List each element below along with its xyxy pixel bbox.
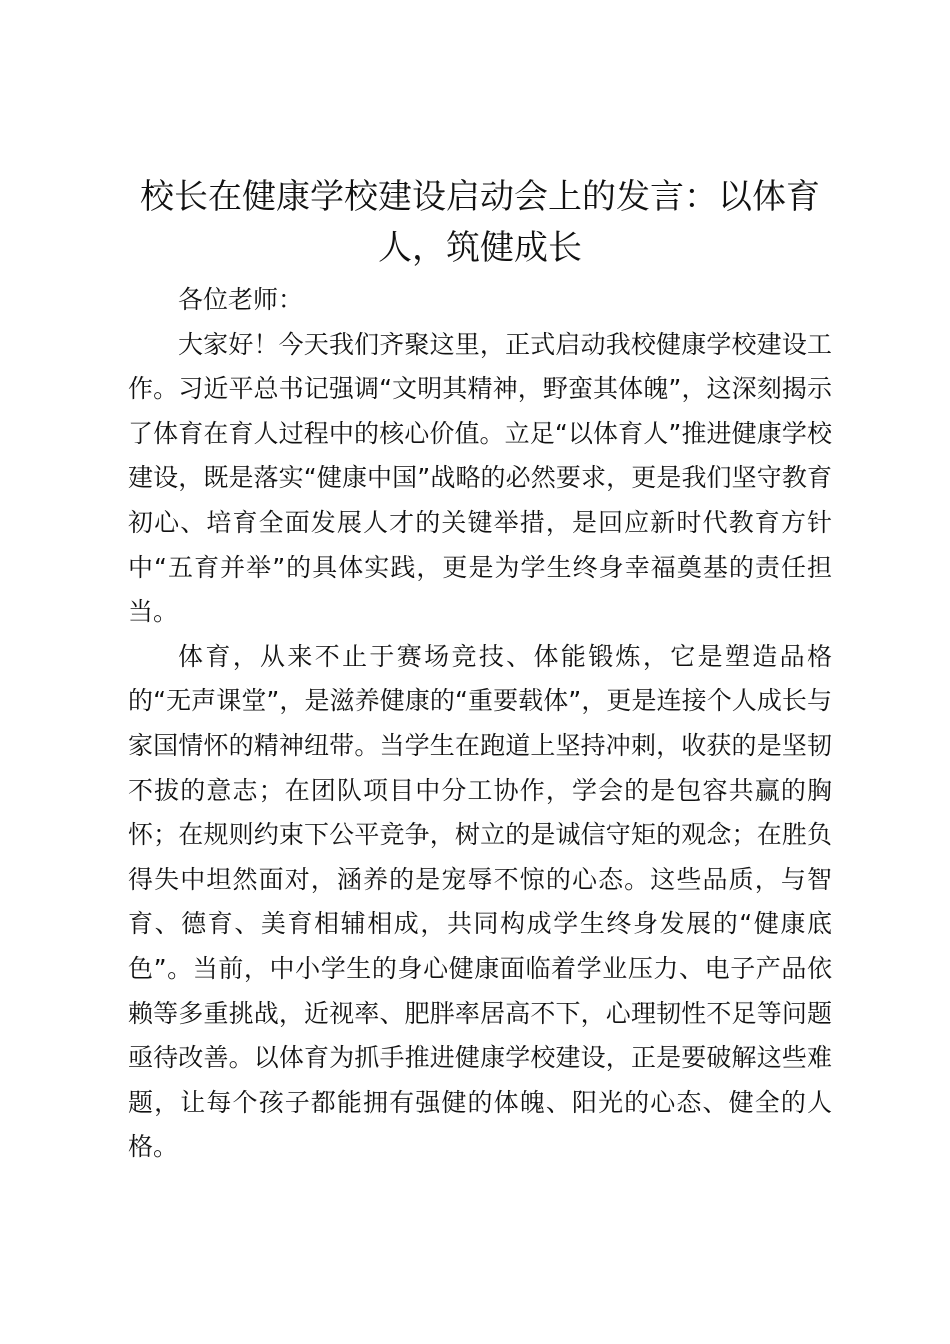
document-title: 校长在健康学校建设启动会上的发言：以体育人，筑健成长 [140, 177, 820, 268]
salutation: 各位老师： [178, 285, 304, 314]
paragraph-1: 大家好！今天我们齐聚这里，正式启动我校健康学校建设工作。习近平总书记强调“文明其精神，野蛮其体魄”，这深刻揭示了体育在育人过程中的核心价值。立足“以体育人”推进健康学校建设，既是落实“健康中国”战略的必然要求，更是我们坚守教育初心、培育全面发展人才的关键举措，是回应新时代教育方针中“五育并举”的具体实践，更是为学生终身幸福奠基的责任担当。 [128, 329, 832, 627]
paragraph-2: 体育，从来不止于赛场竞技、体能锻炼，它是塑造品格的“无声课堂”，是滋养健康的“重要载体”，更是连接个人成长与家国情怀的精神纽带。当学生在跑道上坚持冲刺，收获的是坚韧不拔的意志；在团队项目中分工协作，学会的是包容共赢的胸怀；在规则约束下公平竞争，树立的是诚信守矩的观念；在胜负得失中坦然面对，涵养的是宠辱不惊的心态。这些品质，与智育、德育、美育相辅相成，共同构成学生终身发展的“健康底色”。当前，中小学生的身心健康面临着学业压力、电子产品依赖等多重挑战，近视率、肥胖率居高不下，心理韧性不足等问题亟待改善。以体育为抓手推进健康学校建设，正是要破解这些难题，让每个孩子都能拥有强健的体魄、阳光的心态、健全的人格。 [128, 641, 832, 1162]
document-body [128, 172, 832, 1170]
